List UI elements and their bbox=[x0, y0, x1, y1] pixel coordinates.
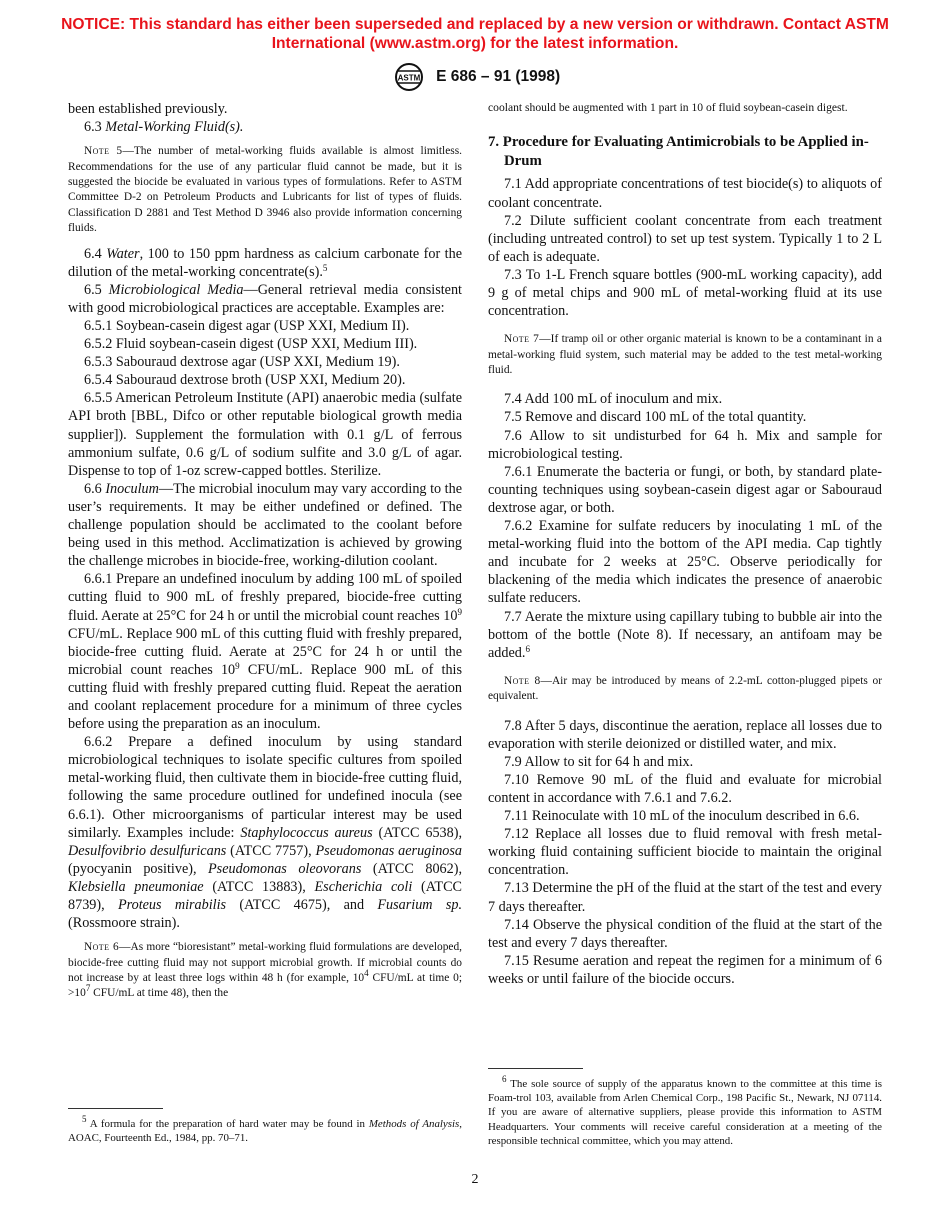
footnote-5-block bbox=[68, 1108, 462, 1145]
section-6-3: 6.3 Metal-Working Fluid(s). bbox=[84, 119, 244, 136]
step: 7.3 To 1-L French square bottles (900-mL working capacity), add 9 g of metal chips and 900 mL of metal-working fluid at its use concentration. bbox=[488, 266, 882, 320]
step: 7.6.1 Enumerate the bacteria or fungi, or both, by standard plate-counting techniques using soybean-casein digest agar or Sabouraud dextrose agar, or both. bbox=[488, 463, 882, 516]
right-column bbox=[488, 100, 882, 988]
step: 7.10 Remove 90 mL of the fluid and evaluate for microbial content in accordance with 7.6.1 and 7.6.2. bbox=[488, 771, 882, 806]
note-7: Note 7—If tramp oil or other organic material is known to be a contaminant in a metal-working fluid system, such material may be added to the test metal-working fluid. bbox=[488, 333, 882, 376]
logo-text: ASTM bbox=[397, 73, 421, 83]
paragraph: coolant should be augmented with 1 part in 10 of fluid soybean-casein digest. bbox=[488, 101, 848, 114]
section-6-6: 6.6 Inoculum—The microbial inoculum may vary according to the user’s requirements. It may be either undefined or defined. The challenge population should be acclimated to the coolant before being used in this method. Acclimatization is achieved by growing the challenge microbes in biocide-free, working-dilution coolant. bbox=[68, 480, 463, 570]
footnote-rule bbox=[488, 1068, 583, 1069]
note-5: Note 5—The number of metal-working fluids available is almost limitless. Recommendations for the use of any particular fluid cannot be made, but it is suggested the biocide be evaluated in various types of formulations. Refer to ASTM Committee D-2 on Petroleum Products and Lubricants for list of types of fluids. Classification D 2881 and Test Method D 3946 also provide information concerning fluids. bbox=[68, 145, 462, 235]
footnote-6-block bbox=[488, 1068, 882, 1148]
document-header bbox=[0, 62, 950, 92]
paragraph: been established previously. bbox=[68, 101, 228, 117]
media-item: 6.5.4 Sabouraud dextrose broth (USP XXI, Medium 20). bbox=[84, 372, 406, 389]
footnote-ref[interactable]: 5 bbox=[322, 262, 328, 273]
section-6-6-1: 6.6.1 Prepare an undefined inoculum by adding 100 mL of spoiled cutting fluid to 900 mL of freshly prepared, biocide-free cutting fluid. Aerate at 25°C for 24 h or until the microbial count reaches $10^9$ CFU/mL. Replace 900 mL of this cutting fluid with freshly prepared, biocide-free cutting fluid. Aerate at 25°C for 24 h or until the microbial count reaches $10^9$ CFU/mL. Replace 900 mL of this cutting fluid with freshly prepared cutting fluid. Repeat the aeration and coolant replacement procedure for a minimum of three cycles before using the preparation as an inoculum. bbox=[68, 571, 462, 733]
step: 7.15 Resume aeration and repeat the regimen for a minimum of 6 weeks or until failure of the biocide occurs. bbox=[488, 952, 882, 987]
step: 7.14 Observe the physical condition of the fluid at the start of the test and every 7 days thereafter. bbox=[488, 916, 882, 951]
footnote-rule bbox=[68, 1108, 163, 1109]
step: 7.13 Determine the pH of the fluid at the start of the test and every 7 days thereafter. bbox=[488, 880, 882, 915]
footnote-ref[interactable]: 6 bbox=[525, 643, 530, 654]
section-6-5: 6.5 Microbiological Media—General retrieval media consistent with good microbiological practices are acceptable. Examples are: bbox=[68, 281, 462, 316]
withdrawal-notice: NOTICE: This standard has either been superseded and replaced by a new version or withdrawn. Contact ASTM International (www.astm.org) for the latest information. bbox=[61, 16, 889, 52]
section-6-4: 6.4 Water, 100 to 150 ppm hardness as calcium carbonate for the dilution of the metal-working concentrate(s).$^5$ bbox=[68, 245, 462, 280]
step: 7.11 Reinoculate with 10 mL of the inoculum described in 6.6. bbox=[504, 808, 860, 825]
step: 7.12 Replace all losses due to fluid removal with fresh metal-working fluid containing sufficient biocide to maintain the original concentration. bbox=[488, 826, 882, 879]
media-item: 6.5.1 Soybean-casein digest agar (USP XXI, Medium II). bbox=[84, 318, 410, 334]
standard-designation: E 686 – 91 (1998) bbox=[436, 68, 561, 85]
page-number: 2 bbox=[471, 1172, 479, 1187]
media-item: 6.5.2 Fluid soybean-casein digest (USP XXI, Medium III). bbox=[84, 336, 418, 353]
note-6: Note 6—As more “bioresistant” metal-working fluid formulations are developed, biocide-free cutting fluid may not support microbial growth. If microbial counts do not increase by at least three logs within 48 h (for example, $10^4$ CFU/mL at time 0; $>10^7$ CFU/mL at time 48), then the bbox=[68, 941, 462, 1000]
step: 7.4 Add 100 mL of inoculum and mix. bbox=[504, 391, 723, 408]
section-6-5-5: 6.5.5 American Petroleum Institute (API) anaerobic media (sulfate API broth [BBL, Difco or other reputable biological growth media supplier]). Supplement the formulation with 0.1 g/L of ferrous ammonium sulfate, 0.6 g/L of sodium sulfite and 3.0 g/L of agar. Dispense to top of 1-oz screw-capped bottles. Sterilize. bbox=[68, 390, 462, 479]
note-8: Note 8—Air may be introduced by means of 2.2-mL cotton-plugged pipets or equivalent. bbox=[488, 674, 882, 703]
step: 7.8 After 5 days, discontinue the aeration, replace all losses due to evaporation with sterile deionized or distilled water, and mix. bbox=[488, 717, 882, 752]
step-7-7: 7.7 Aerate the mixture using capillary tubing to bubble air into the bottom of the bottle (Note 8). If necessary, an antifoam may be added.$^6$ bbox=[488, 608, 882, 661]
step: 7.5 Remove and discard 100 mL of the total quantity. bbox=[504, 409, 807, 426]
step: 7.6 Allow to sit undisturbed for 64 h. Mix and sample for microbiological testing. bbox=[488, 427, 882, 462]
left-column bbox=[68, 100, 462, 1010]
step: 7.6.2 Examine for sulfate reducers by inoculating 1 mL of the metal-working fluid into the bottom of the API media. Cap tightly and incubate for 2 weeks at 25°C. Observe periodically for blackening of the media which indicates the presence of anaerobic sulfate reducers. bbox=[488, 518, 882, 607]
footnote-5: $^5$ A formula for the preparation of hard water may be found in Methods of Analysis, AOAC, Fourteenth Ed., 1984, pp. 70–71. bbox=[68, 1114, 462, 1145]
step: 7.2 Dilute sufficient coolant concentrate from each treatment (including untreated control) to set up test system. Typically 1 to 2 L of each is adequate. bbox=[488, 212, 882, 265]
media-item: 6.5.3 Sabouraud dextrose agar (USP XXI, Medium 19). bbox=[84, 354, 400, 371]
section-6-6-2: 6.6.2 Prepare a defined inoculum by using standard microbiological techniques to isolate specific cultures from spoiled metal-working fluid, then cultivate them in biocide-free cutting fluid, following the same procedure outlined for undefined inocula (see 6.6.1). Other microorganisms of particular interest may be used similarly. Examples include: Staphylococcus aureus (ATCC 6538), Desulfovibrio desulfuricans (ATCC 7757), Pseudomonas aeruginosa (pyocyanin positive), Pseudomonas oleovorans (ATCC 8062), Klebsiella pneumoniae (ATCC 13883), Escherichia coli (ATCC 8739), Proteus mirabilis (ATCC 4675), and Fusarium sp. (Rossmoore strain). bbox=[68, 734, 462, 932]
section-7-heading: 7. Procedure for Evaluating Antimicrobials to be Applied in-Drum bbox=[488, 134, 869, 169]
footnote-6: $^6$ The sole source of supply of the apparatus known to the committee at this time is Foam-trol 103, available from Arlen Chemical Corp., 198 Pacific St., Newark, NJ 07114. If you are aware of alternative suppliers, please provide this information to ASTM Headquarters. Your comments will receive careful consideration at a meeting of the responsible technical committee, which you may attend. bbox=[488, 1074, 882, 1147]
step: 7.1 Add appropriate concentrations of test biocide(s) to aliquots of coolant concentrate. bbox=[488, 176, 882, 211]
astm-logo-icon bbox=[390, 62, 428, 92]
step: 7.9 Allow to sit for 64 h and mix. bbox=[504, 753, 694, 770]
